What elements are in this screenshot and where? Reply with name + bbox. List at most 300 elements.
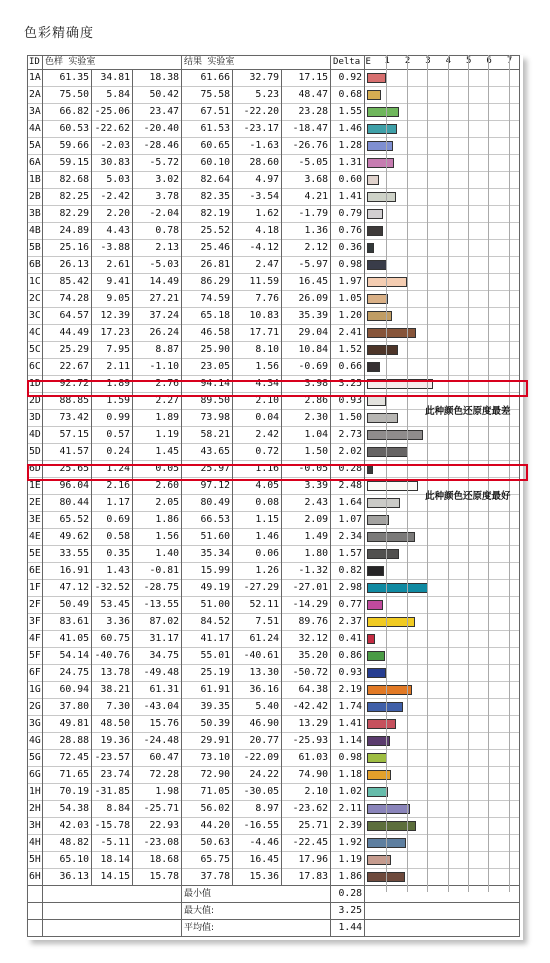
- result-lab-value: 16.45: [233, 852, 282, 869]
- delta-e-bar: [367, 362, 380, 372]
- row-id: 1A: [28, 70, 43, 87]
- sample-lab-value: 44.49: [43, 325, 92, 342]
- sample-lab-value: 3.02: [133, 172, 182, 189]
- table-row: [28, 512, 520, 529]
- sample-lab-value: 33.55: [43, 546, 92, 563]
- sample-lab-value: 66.82: [43, 104, 92, 121]
- sample-lab-value: 72.28: [133, 767, 182, 784]
- row-id: 1B: [28, 172, 43, 189]
- sample-lab-value: 7.95: [92, 342, 133, 359]
- sample-lab-value: 5.84: [92, 87, 133, 104]
- result-lab-value: 61.24: [233, 631, 282, 648]
- result-lab-value: 84.52: [182, 614, 233, 631]
- sample-lab-value: 1.45: [133, 444, 182, 461]
- delta-e-value: 0.41: [331, 631, 365, 648]
- sample-lab-value: 34.81: [92, 70, 133, 87]
- row-id: 4G: [28, 733, 43, 750]
- sample-lab-value: -25.71: [133, 801, 182, 818]
- delta-e-bar: [367, 311, 391, 321]
- result-lab-value: 71.05: [182, 784, 233, 801]
- sample-lab-value: -23.57: [92, 750, 133, 767]
- sample-lab-value: 49.81: [43, 716, 92, 733]
- result-lab-value: 65.75: [182, 852, 233, 869]
- table-row: [28, 342, 520, 359]
- result-lab-value: 8.10: [233, 342, 282, 359]
- sample-lab-value: 85.42: [43, 274, 92, 291]
- result-lab-value: 1.80: [282, 546, 331, 563]
- delta-e-value: 0.28: [331, 461, 365, 478]
- result-lab-value: 66.53: [182, 512, 233, 529]
- sample-lab-value: 0.99: [92, 410, 133, 427]
- summary-empty-sample: [43, 920, 182, 937]
- row-id: 2A: [28, 87, 43, 104]
- result-lab-value: 17.83: [282, 869, 331, 886]
- sample-lab-value: 2.27: [133, 393, 182, 410]
- table-row: [28, 359, 520, 376]
- row-id: 6F: [28, 665, 43, 682]
- delta-e-bar-cell: [365, 223, 520, 240]
- row-id: 5C: [28, 342, 43, 359]
- delta-e-bar: [367, 209, 383, 219]
- sample-lab-value: 1.43: [92, 563, 133, 580]
- sample-lab-value: 2.13: [133, 240, 182, 257]
- result-lab-value: -0.69: [282, 359, 331, 376]
- sample-lab-value: 1.89: [92, 376, 133, 393]
- delta-e-bar-cell: [365, 563, 520, 580]
- sample-lab-value: -5.72: [133, 155, 182, 172]
- sample-lab-value: 72.45: [43, 750, 92, 767]
- annotation-worst: 此种颜色还原度最差: [425, 406, 511, 417]
- scale-tick-label: 4: [445, 56, 452, 66]
- sample-lab-value: 5.03: [92, 172, 133, 189]
- delta-e-bar-cell: [365, 818, 520, 835]
- table-row: [28, 104, 520, 121]
- sample-lab-value: 15.76: [133, 716, 182, 733]
- scale-tick-label: 3: [425, 56, 431, 66]
- row-id: 3F: [28, 614, 43, 631]
- result-lab-value: -22.20: [233, 104, 282, 121]
- sample-lab-value: 1.40: [133, 546, 182, 563]
- sample-lab-value: 0.35: [92, 546, 133, 563]
- table-row: [28, 733, 520, 750]
- table-row: [28, 529, 520, 546]
- result-lab-value: 2.10: [282, 784, 331, 801]
- table-row: [28, 818, 520, 835]
- delta-e-value: 1.57: [331, 546, 365, 563]
- delta-e-bar: [367, 447, 408, 457]
- result-lab-value: 1.49: [282, 529, 331, 546]
- summary-empty-sample: [43, 886, 182, 903]
- delta-e-value: 2.37: [331, 614, 365, 631]
- result-lab-value: 7.51: [233, 614, 282, 631]
- row-id: 1D: [28, 376, 43, 393]
- sample-lab-value: -40.76: [92, 648, 133, 665]
- delta-e-bar: [367, 685, 412, 695]
- delta-e-value: 1.18: [331, 767, 365, 784]
- result-lab-value: 25.52: [182, 223, 233, 240]
- row-id: 6B: [28, 257, 43, 274]
- sample-lab-value: 0.57: [92, 427, 133, 444]
- result-lab-value: -4.12: [233, 240, 282, 257]
- table-row: [28, 801, 520, 818]
- result-lab-value: 61.53: [182, 121, 233, 138]
- row-id: 1G: [28, 682, 43, 699]
- result-lab-value: 4.34: [233, 376, 282, 393]
- result-lab-value: 51.60: [182, 529, 233, 546]
- row-id: 5G: [28, 750, 43, 767]
- sample-lab-value: -22.62: [92, 121, 133, 138]
- delta-e-bar: [367, 719, 396, 729]
- result-lab-value: 49.19: [182, 580, 233, 597]
- delta-e-bar-cell: [365, 240, 520, 257]
- row-id: 5D: [28, 444, 43, 461]
- table-row: [28, 427, 520, 444]
- sample-lab-value: 36.13: [43, 869, 92, 886]
- sample-lab-value: 60.94: [43, 682, 92, 699]
- sample-lab-value: 73.42: [43, 410, 92, 427]
- summary-label: 平均值:: [182, 920, 331, 937]
- sample-lab-value: 88.85: [43, 393, 92, 410]
- sample-lab-value: 37.80: [43, 699, 92, 716]
- sample-lab-value: 0.24: [92, 444, 133, 461]
- sample-lab-value: 2.76: [133, 376, 182, 393]
- row-id: 6G: [28, 767, 43, 784]
- delta-e-bar: [367, 651, 385, 661]
- sample-lab-value: 60.47: [133, 750, 182, 767]
- delta-e-bar-cell: [365, 716, 520, 733]
- result-lab-value: 26.09: [282, 291, 331, 308]
- result-lab-value: 1.16: [233, 461, 282, 478]
- table-row: [28, 257, 520, 274]
- result-lab-value: 17.15: [282, 70, 331, 87]
- table-row: [28, 206, 520, 223]
- delta-e-bar: [367, 583, 428, 593]
- delta-e-bar: [367, 141, 393, 151]
- delta-e-bar: [367, 872, 405, 882]
- result-lab-value: -27.29: [233, 580, 282, 597]
- delta-e-value: 1.50: [331, 410, 365, 427]
- result-lab-value: 32.12: [282, 631, 331, 648]
- sample-lab-value: 22.67: [43, 359, 92, 376]
- delta-e-value: 2.41: [331, 325, 365, 342]
- summary-empty-bar: [365, 886, 520, 903]
- sample-lab-value: -32.52: [92, 580, 133, 597]
- result-lab-value: 17.71: [233, 325, 282, 342]
- sample-lab-value: 2.05: [133, 495, 182, 512]
- result-lab-value: 15.36: [233, 869, 282, 886]
- delta-e-bar-cell: [365, 172, 520, 189]
- delta-e-bar-cell: [365, 784, 520, 801]
- delta-e-bar: [367, 277, 407, 287]
- row-id: 4A: [28, 121, 43, 138]
- result-lab-value: 74.59: [182, 291, 233, 308]
- summary-value: 3.25: [331, 903, 365, 920]
- row-id: 1F: [28, 580, 43, 597]
- sample-lab-value: 54.14: [43, 648, 92, 665]
- row-id: 5H: [28, 852, 43, 869]
- delta-e-bar: [367, 753, 387, 763]
- delta-e-value: 1.55: [331, 104, 365, 121]
- result-lab-value: 25.19: [182, 665, 233, 682]
- table-row: [28, 563, 520, 580]
- delta-e-value: 1.20: [331, 308, 365, 325]
- sample-lab-value: 30.83: [92, 155, 133, 172]
- delta-e-bar: [367, 328, 416, 338]
- row-id: 5E: [28, 546, 43, 563]
- sample-lab-value: 87.02: [133, 614, 182, 631]
- result-lab-value: 26.81: [182, 257, 233, 274]
- delta-e-bar: [367, 396, 386, 406]
- table-row: [28, 121, 520, 138]
- row-id: 2G: [28, 699, 43, 716]
- sample-lab-value: 38.21: [92, 682, 133, 699]
- delta-e-bar-cell: [365, 274, 520, 291]
- sample-lab-value: 57.15: [43, 427, 92, 444]
- delta-e-bar: [367, 549, 399, 559]
- sample-lab-value: 18.68: [133, 852, 182, 869]
- row-id: 6E: [28, 563, 43, 580]
- result-lab-value: -3.54: [233, 189, 282, 206]
- delta-e-bar-cell: [365, 104, 520, 121]
- sample-lab-value: 50.42: [133, 87, 182, 104]
- result-lab-value: 25.90: [182, 342, 233, 359]
- sample-lab-value: -3.88: [92, 240, 133, 257]
- delta-e-value: 1.41: [331, 716, 365, 733]
- row-id: 4D: [28, 427, 43, 444]
- result-lab-value: 2.10: [233, 393, 282, 410]
- result-lab-value: 13.29: [282, 716, 331, 733]
- delta-e-bar-cell: [365, 342, 520, 359]
- delta-e-value: 1.28: [331, 138, 365, 155]
- table-row: [28, 172, 520, 189]
- result-lab-value: 35.39: [282, 308, 331, 325]
- result-lab-value: 55.01: [182, 648, 233, 665]
- delta-e-bar: [367, 73, 386, 83]
- result-lab-value: -1.63: [233, 138, 282, 155]
- sample-lab-value: 17.23: [92, 325, 133, 342]
- delta-e-value: 1.86: [331, 869, 365, 886]
- sample-lab-value: 25.29: [43, 342, 92, 359]
- result-lab-value: 46.58: [182, 325, 233, 342]
- result-lab-value: 61.91: [182, 682, 233, 699]
- table-row: [28, 665, 520, 682]
- summary-label: 最大值:: [182, 903, 331, 920]
- sample-lab-value: 3.36: [92, 614, 133, 631]
- delta-e-bar: [367, 787, 388, 797]
- result-lab-value: 36.16: [233, 682, 282, 699]
- result-lab-value: 17.96: [282, 852, 331, 869]
- sample-lab-value: 22.93: [133, 818, 182, 835]
- table-row: [28, 682, 520, 699]
- sample-lab-value: 24.89: [43, 223, 92, 240]
- sample-lab-value: -0.81: [133, 563, 182, 580]
- header-sample: 色样 实验室: [43, 56, 182, 70]
- delta-e-bar: [367, 498, 400, 508]
- result-lab-value: 61.66: [182, 70, 233, 87]
- sample-lab-value: -2.42: [92, 189, 133, 206]
- delta-e-value: 3.25: [331, 376, 365, 393]
- delta-e-value: 1.05: [331, 291, 365, 308]
- delta-e-bar: [367, 294, 388, 304]
- sample-lab-value: -5.03: [133, 257, 182, 274]
- delta-e-value: 0.93: [331, 393, 365, 410]
- sample-lab-value: 71.65: [43, 767, 92, 784]
- delta-e-bar-cell: [365, 70, 520, 87]
- result-lab-value: 58.21: [182, 427, 233, 444]
- result-lab-value: -1.79: [282, 206, 331, 223]
- delta-e-value: 2.11: [331, 801, 365, 818]
- row-id: 2C: [28, 291, 43, 308]
- sample-lab-value: 23.47: [133, 104, 182, 121]
- result-lab-value: -23.62: [282, 801, 331, 818]
- result-lab-value: 25.71: [282, 818, 331, 835]
- row-id: 5A: [28, 138, 43, 155]
- delta-e-value: 2.02: [331, 444, 365, 461]
- delta-e-value: 0.66: [331, 359, 365, 376]
- result-lab-value: -26.76: [282, 138, 331, 155]
- result-lab-value: -16.55: [233, 818, 282, 835]
- summary-row: [28, 920, 520, 937]
- result-lab-value: 3.39: [282, 478, 331, 495]
- delta-e-bar: [367, 90, 381, 100]
- row-id: 2F: [28, 597, 43, 614]
- result-lab-value: 94.14: [182, 376, 233, 393]
- delta-e-value: 2.73: [331, 427, 365, 444]
- sample-lab-value: -43.04: [133, 699, 182, 716]
- sample-lab-value: 9.05: [92, 291, 133, 308]
- row-id: 1C: [28, 274, 43, 291]
- result-lab-value: 56.02: [182, 801, 233, 818]
- table-header-row: [28, 56, 520, 70]
- delta-e-bar-cell: [365, 767, 520, 784]
- delta-e-bar-cell: [365, 427, 520, 444]
- summary-value: 1.44: [331, 920, 365, 937]
- delta-e-bar: [367, 413, 398, 423]
- row-id: 2B: [28, 189, 43, 206]
- table-row: [28, 648, 520, 665]
- delta-e-bar-cell: [365, 189, 520, 206]
- delta-e-bar-cell: [365, 852, 520, 869]
- sample-lab-value: 25.16: [43, 240, 92, 257]
- table-row: [28, 631, 520, 648]
- table-row: [28, 835, 520, 852]
- result-lab-value: 23.05: [182, 359, 233, 376]
- result-lab-value: 3.98: [282, 376, 331, 393]
- sample-lab-value: 53.45: [92, 597, 133, 614]
- result-lab-value: 41.17: [182, 631, 233, 648]
- sample-lab-value: 18.38: [133, 70, 182, 87]
- row-id: 3G: [28, 716, 43, 733]
- table-row: [28, 852, 520, 869]
- table-row: [28, 784, 520, 801]
- result-lab-value: 1.04: [282, 427, 331, 444]
- result-lab-value: 75.58: [182, 87, 233, 104]
- delta-e-value: 1.97: [331, 274, 365, 291]
- result-lab-value: 23.28: [282, 104, 331, 121]
- result-lab-value: -18.47: [282, 121, 331, 138]
- sample-lab-value: 14.15: [92, 869, 133, 886]
- result-lab-value: 2.30: [282, 410, 331, 427]
- table-row: [28, 750, 520, 767]
- delta-e-bar: [367, 124, 397, 134]
- delta-e-value: 2.34: [331, 529, 365, 546]
- sample-lab-value: 34.75: [133, 648, 182, 665]
- result-lab-value: 0.06: [233, 546, 282, 563]
- delta-e-bar-cell: [365, 750, 520, 767]
- sample-lab-value: 0.78: [133, 223, 182, 240]
- row-id: 2H: [28, 801, 43, 818]
- sample-lab-value: -28.46: [133, 138, 182, 155]
- sample-lab-value: 0.58: [92, 529, 133, 546]
- sample-lab-value: 15.78: [133, 869, 182, 886]
- delta-e-bar: [367, 617, 415, 627]
- delta-e-value: 1.19: [331, 852, 365, 869]
- result-lab-value: 72.90: [182, 767, 233, 784]
- result-lab-value: 4.05: [233, 478, 282, 495]
- delta-e-bar-cell: [365, 665, 520, 682]
- result-lab-value: 82.64: [182, 172, 233, 189]
- delta-e-bar: [367, 838, 406, 848]
- sample-lab-value: -5.11: [92, 835, 133, 852]
- row-id: 5F: [28, 648, 43, 665]
- table-row: [28, 580, 520, 597]
- result-lab-value: 29.91: [182, 733, 233, 750]
- result-lab-value: -5.05: [282, 155, 331, 172]
- result-lab-value: 1.15: [233, 512, 282, 529]
- delta-e-bar: [367, 175, 379, 185]
- result-lab-value: 60.10: [182, 155, 233, 172]
- delta-e-bar-cell: [365, 699, 520, 716]
- row-id: 3D: [28, 410, 43, 427]
- sample-lab-value: 74.28: [43, 291, 92, 308]
- delta-e-value: 0.93: [331, 665, 365, 682]
- sample-lab-value: 80.44: [43, 495, 92, 512]
- result-lab-value: 51.00: [182, 597, 233, 614]
- delta-e-bar-cell: [365, 614, 520, 631]
- sample-lab-value: 48.50: [92, 716, 133, 733]
- result-lab-value: 86.29: [182, 274, 233, 291]
- sample-lab-value: 61.31: [133, 682, 182, 699]
- sample-lab-value: 96.04: [43, 478, 92, 495]
- result-lab-value: 1.56: [233, 359, 282, 376]
- page-title: 色彩精确度: [24, 26, 95, 41]
- result-lab-value: 80.49: [182, 495, 233, 512]
- result-lab-value: 3.68: [282, 172, 331, 189]
- result-lab-value: 64.38: [282, 682, 331, 699]
- delta-e-bar: [367, 192, 396, 202]
- result-lab-value: 2.09: [282, 512, 331, 529]
- sample-lab-value: 8.84: [92, 801, 133, 818]
- sample-lab-value: -23.08: [133, 835, 182, 852]
- delta-e-bar-cell: [365, 835, 520, 852]
- delta-e-bar-cell: [365, 869, 520, 886]
- result-lab-value: -22.45: [282, 835, 331, 852]
- table-row: [28, 546, 520, 563]
- result-lab-value: 52.11: [233, 597, 282, 614]
- sample-lab-value: 2.20: [92, 206, 133, 223]
- sample-lab-value: 41.05: [43, 631, 92, 648]
- delta-e-value: 0.77: [331, 597, 365, 614]
- delta-e-bar: [367, 243, 374, 253]
- result-lab-value: 2.43: [282, 495, 331, 512]
- delta-e-bar-cell: [365, 121, 520, 138]
- delta-e-bar: [367, 345, 398, 355]
- result-lab-value: 1.36: [282, 223, 331, 240]
- sample-lab-value: 61.35: [43, 70, 92, 87]
- delta-e-value: 0.82: [331, 563, 365, 580]
- sample-lab-value: 2.60: [133, 478, 182, 495]
- table-row: [28, 223, 520, 240]
